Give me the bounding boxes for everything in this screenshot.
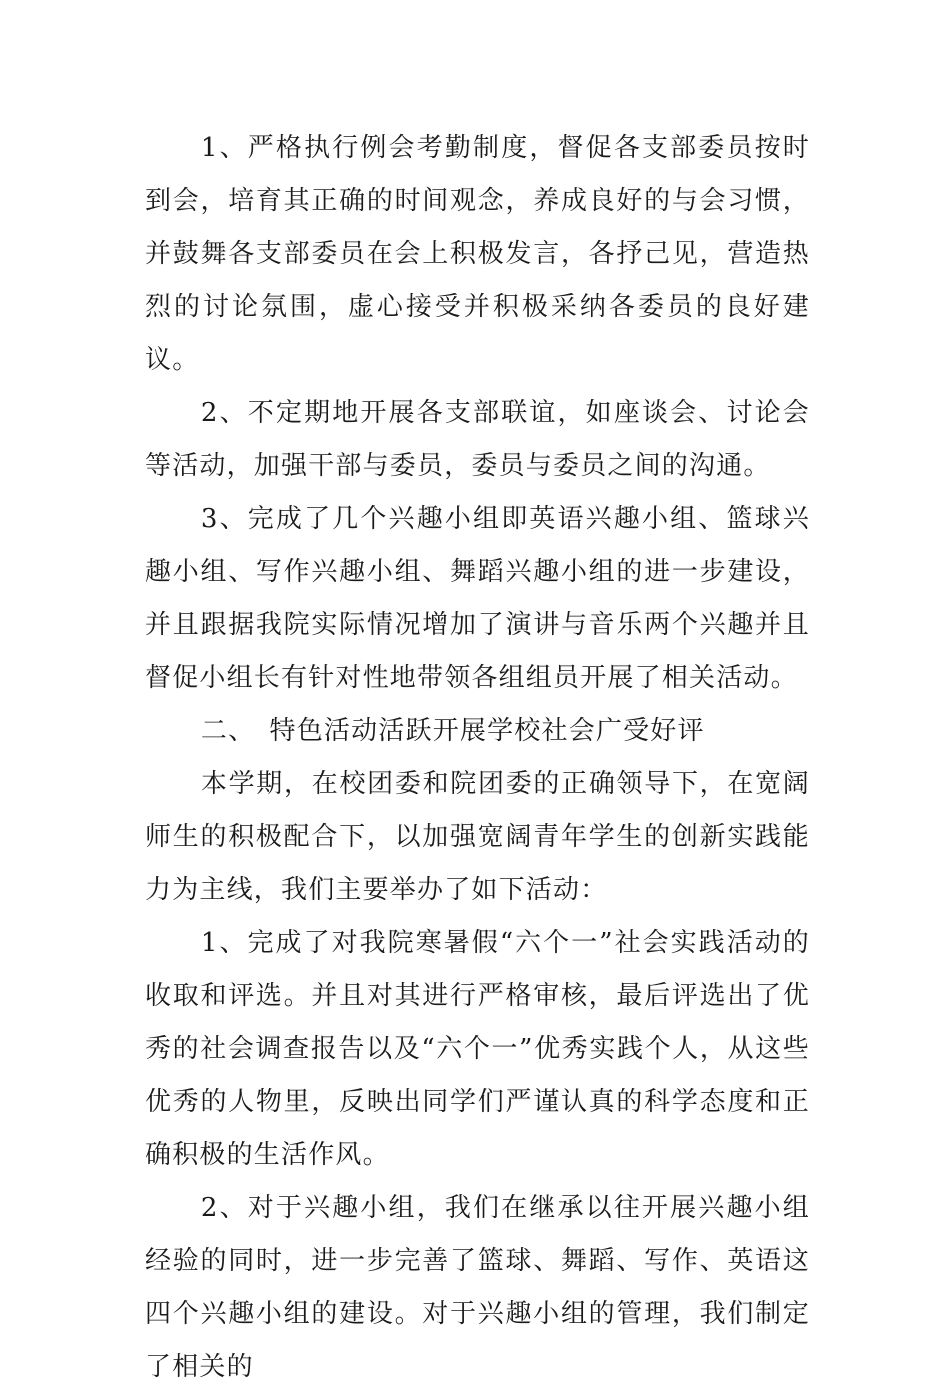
paragraph-social-practice: 1、完成了对我院寒暑假“六个一”社会实践活动的收取和评选。并且对其进行严格审核，最后评选出了优秀的社会调查报告以及“六个一”优秀实践个人，从这些优秀的人物里，反映出同学们严谨认真的科学态度和正确积极的生活作风。 <box>145 928 810 1170</box>
paragraph-interest-group-management: 2、对于兴趣小组，我们在继承以往开展兴趣小组经验的同时，进一步完善了篮球、舞蹈、写作、英语这四个兴趣小组的建设。对于兴趣小组的管理，我们制定了相关的 <box>145 1193 810 1382</box>
section-heading: 二、 特色活动活跃开展学校社会广受好评 <box>200 716 705 746</box>
document-body <box>145 122 810 1394</box>
paragraph-interest-groups: 3、完成了几个兴趣小组即英语兴趣小组、篮球兴趣小组、写作兴趣小组、舞蹈兴趣小组的进一步建设，并且跟据我院实际情况增加了演讲与音乐两个兴趣并且督促小组长有针对性地带领各组组员开展了相关活动。 <box>145 504 810 693</box>
paragraph-attendance-system: 1、严格执行例会考勤制度，督促各支部委员按时到会，培育其正确的时间观念，养成良好的与会习惯，并鼓舞各支部委员在会上积极发言，各抒己见，营造热烈的讨论氛围，虚心接受并积极采纳各委员的良好建议。 <box>145 133 810 375</box>
paragraph-branch-fellowship: 2、不定期地开展各支部联谊，如座谈会、讨论会等活动，加强干部与委员，委员与委员之间的沟通。 <box>145 398 810 481</box>
paragraph-semester-intro: 本学期，在校团委和院团委的正确领导下，在宽阔师生的积极配合下，以加强宽阔青年学生的创新实践能力为主线，我们主要举办了如下活动： <box>145 769 810 905</box>
